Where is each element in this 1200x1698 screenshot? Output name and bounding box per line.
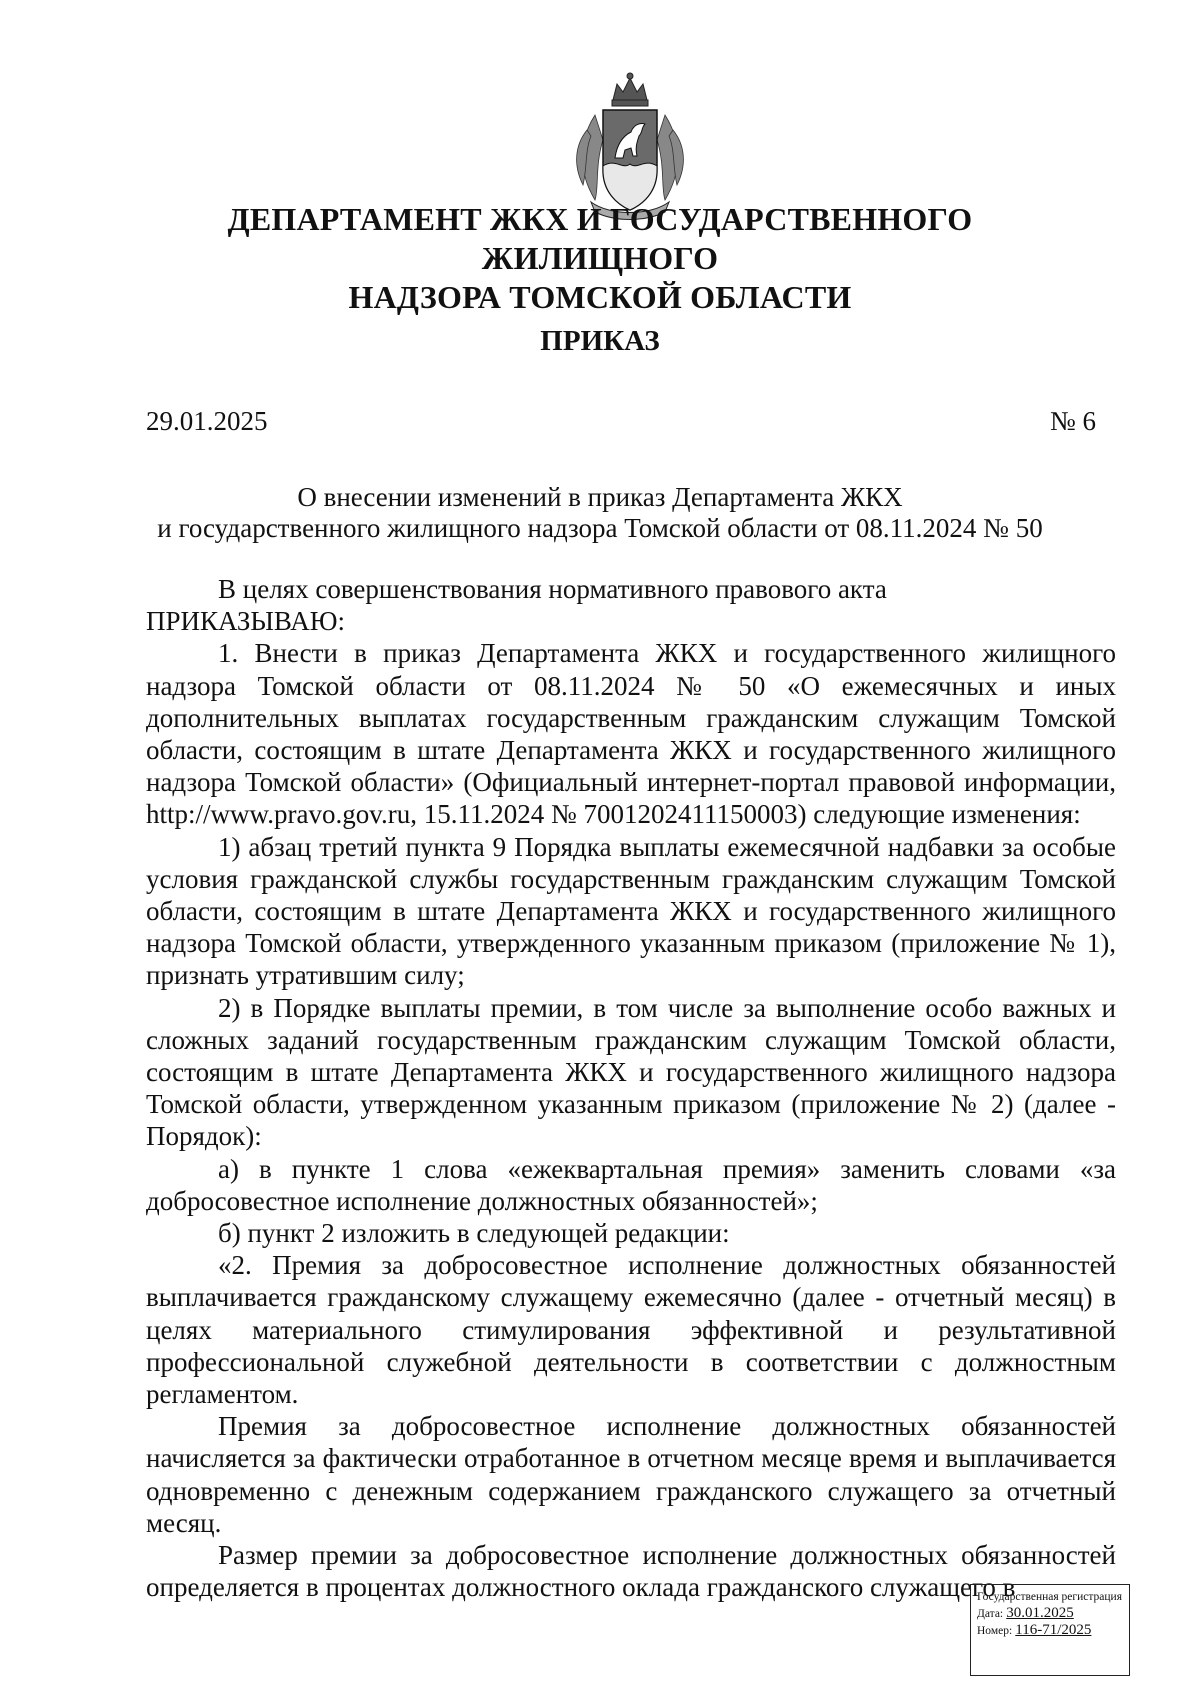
document-type: ПРИКАЗ (540, 325, 660, 357)
registration-number-value: 116-71/2025 (1015, 1622, 1092, 1638)
registration-stamp (970, 1584, 1130, 1676)
paragraph-item-1: 1. Внести в приказ Департамента ЖКХ и государственного жилищного надзора Томской области от 08.11.2024 № 50 «О ежемесячных и иных дополнительных выплатах государственным гражданским служащим Томской области, состоящим в штате Департамента ЖКХ и государственного жилищного надзора Томской области» (Официальный интернет-портал правовой информации, http://www.pravo.gov.ru, 15.11.2024 № 7001202411150003) следующие изменения: (146, 638, 1116, 830)
registration-date-label: Дата: (977, 1608, 1004, 1620)
registration-title: Государственная регистрация (977, 1591, 1122, 1603)
paragraph-subitem-1: 1) абзац третий пункта 9 Порядка выплаты ежемесячной надбавки за особые условия гражданской службы государственным гражданским служащим Томской области, состоящим в штате Департамента ЖКХ и государственного жилищного надзора Томской области, утвержденного указанным приказом (приложение № 1), признать утратившим силу; (146, 831, 1116, 991)
order-subject-line1: О внесении изменений в приказ Департамента ЖКХ (297, 482, 903, 512)
paragraph-subitem-2: 2) в Порядке выплаты премии, в том числе за выполнение особо важных и сложных заданий государственным гражданским служащим Томской области, состоящим в штате Департамента ЖКХ и государственного жилищного надзора Томской области, утвержденном указанным приказом (приложение № 2) (далее - Порядок): (146, 992, 1116, 1152)
order-body (146, 573, 1116, 1604)
department-title-line1: ДЕПАРТАМЕНТ ЖКХ И ГОСУДАРСТВЕННОГО ЖИЛИЩНОГО (227, 201, 973, 276)
registration-date-value: 30.01.2025 (1006, 1605, 1074, 1621)
paragraph-premium-size: Размер премии за добросовестное исполнение должностных обязанностей определяется в процентах должностного оклада гражданского служащего в (146, 1540, 1116, 1603)
paragraph-subitem-b: б) пункт 2 изложить в следующей редакции: (218, 1218, 730, 1249)
order-date: 29.01.2025 (146, 406, 268, 436)
paragraph-purpose: В целях совершенствования нормативного правового акта (218, 574, 887, 604)
order-subject-line2: и государственного жилищного надзора Томской области от 08.11.2024 № 50 (157, 513, 1043, 543)
order-number: № 6 (1049, 406, 1096, 436)
paragraph-subitem-a: а) в пункте 1 слова «ежеквартальная премия» заменить словами «за добросовестное исполнение должностных обязанностей»; (146, 1153, 1116, 1216)
paragraph-premium-accrual: Премия за добросовестное исполнение должностных обязанностей начисляется за фактически отработанное в отчетном месяце время и выплачивается одновременно с денежным содержанием гражданского служащего за отчетный месяц. (146, 1411, 1116, 1538)
department-title (120, 200, 1080, 317)
paragraph-new-item-2: «2. Премия за добросовестное исполнение должностных обязанностей выплачивается гражданскому служащему ежемесячно (далее - отчетный месяц) в целях материального стимулирования эффективной и результативной профессиональной служебной деятельности в соответствии с должностным регламентом. (146, 1250, 1116, 1410)
registration-number-label: Номер: (977, 1625, 1013, 1637)
department-title-line2: НАДЗОРА ТОМСКОЙ ОБЛАСТИ (348, 279, 852, 315)
paragraph-order-word: ПРИКАЗЫВАЮ: (146, 606, 345, 637)
order-subject (130, 482, 1070, 544)
